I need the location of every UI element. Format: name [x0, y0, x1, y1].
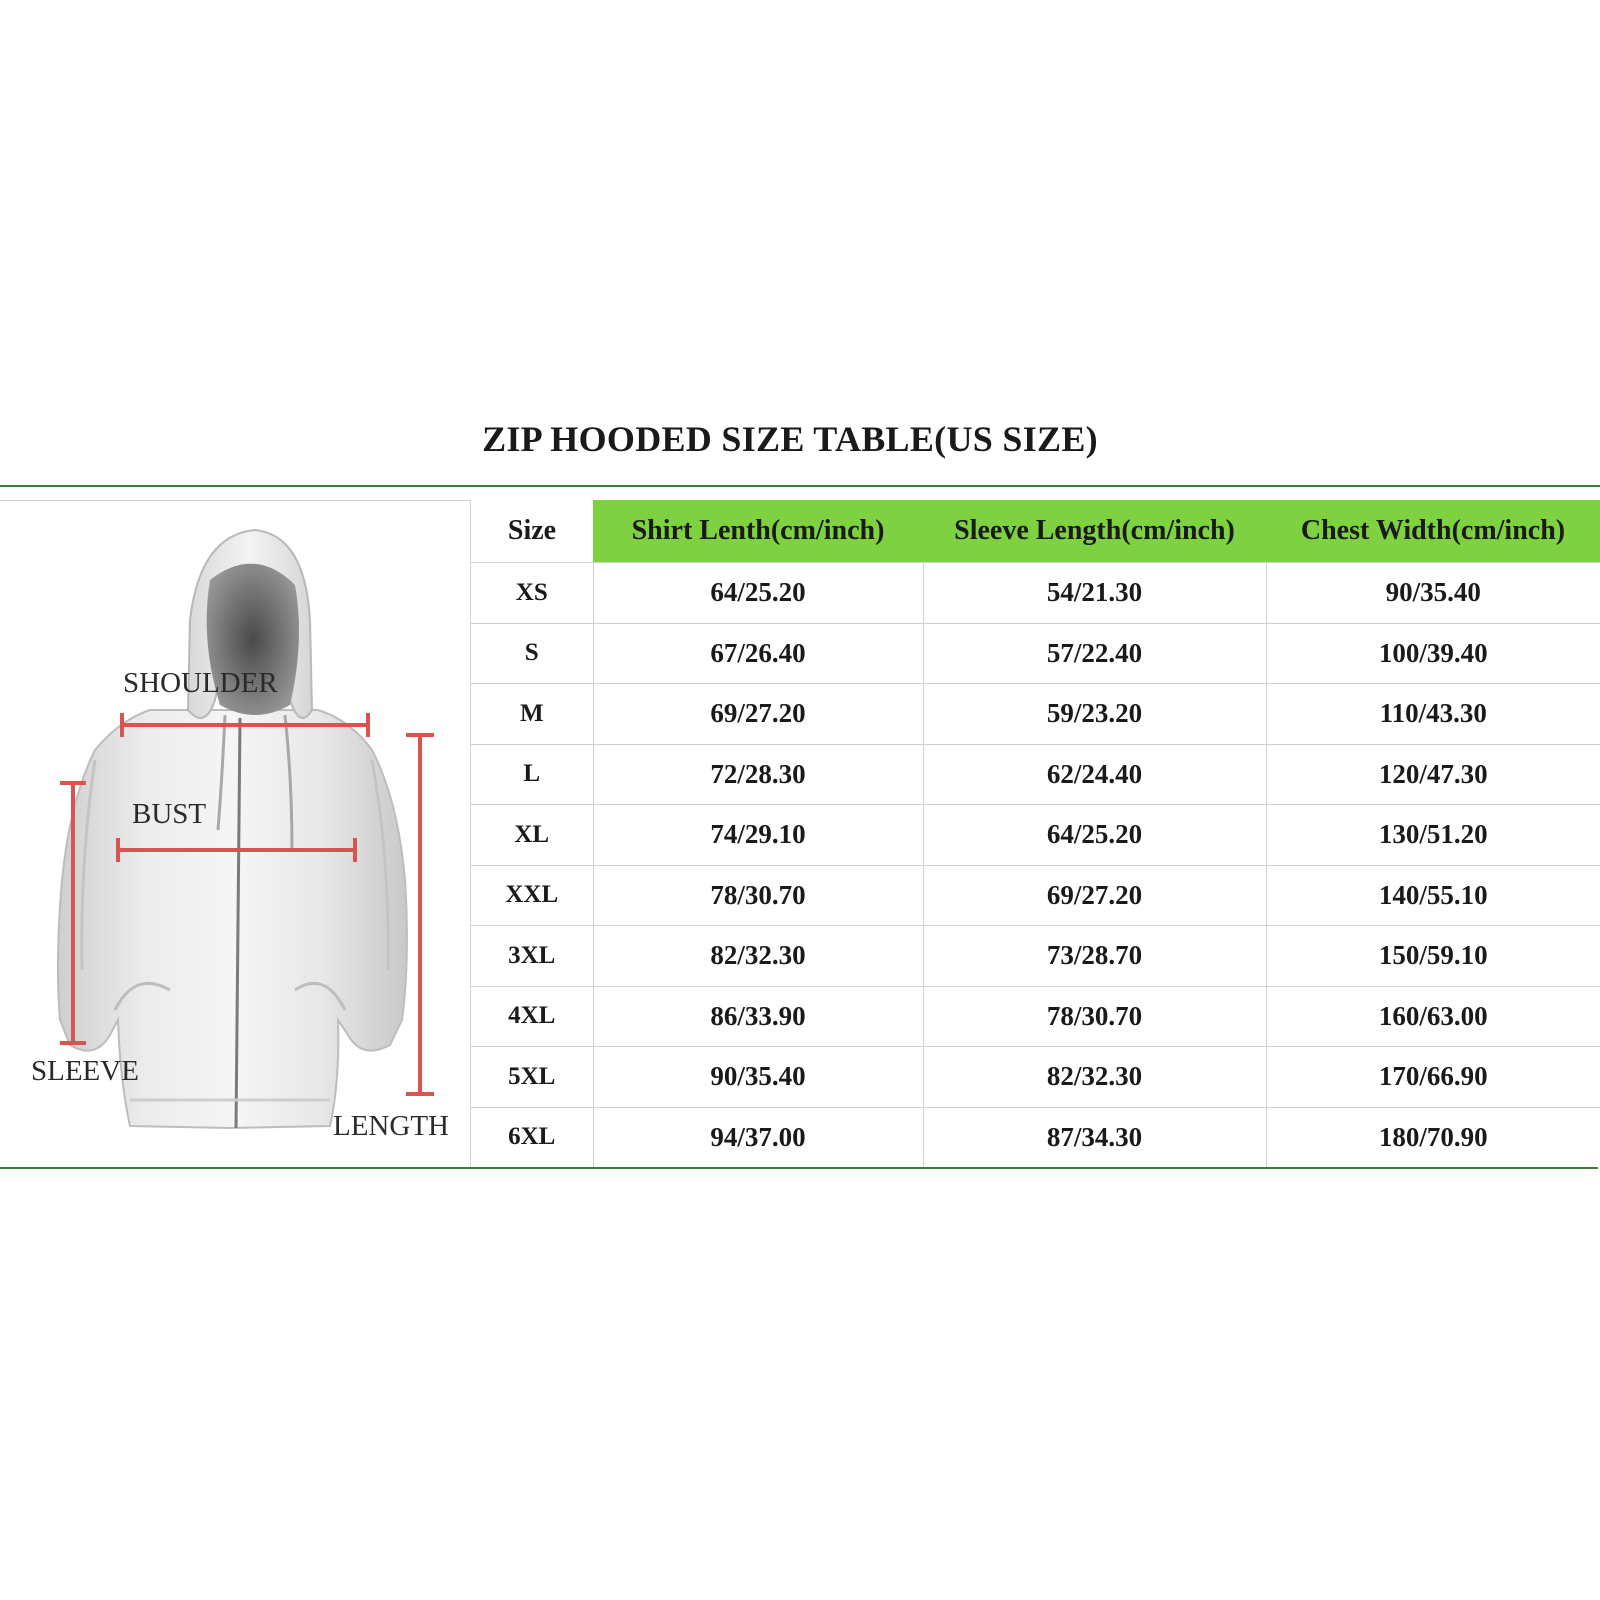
sleeve-length-cell: 87/34.30	[923, 1107, 1266, 1167]
chest-width-cell: 140/55.10	[1266, 865, 1600, 926]
sleeve-length-cell: 62/24.40	[923, 744, 1266, 805]
shirt-length-cell: 90/35.40	[593, 1047, 923, 1108]
sleeve-length-cell: 78/30.70	[923, 986, 1266, 1047]
chest-width-cell: 110/43.30	[1266, 684, 1600, 745]
size-cell: XL	[471, 805, 593, 866]
shirt-length-cell: 94/37.00	[593, 1107, 923, 1167]
shirt-length-cell: 67/26.40	[593, 623, 923, 684]
size-cell: 4XL	[471, 986, 593, 1047]
size-table	[471, 500, 1600, 1167]
top-divider	[0, 485, 1600, 487]
table-header-row	[471, 500, 1600, 563]
table-row	[471, 563, 1600, 624]
sleeve-length-cell: 54/21.30	[923, 563, 1266, 624]
sleeve-length-cell: 64/25.20	[923, 805, 1266, 866]
shoulder-label: SHOULDER	[123, 667, 278, 699]
shirt-length-cell: 86/33.90	[593, 986, 923, 1047]
shirt-length-cell: 69/27.20	[593, 684, 923, 745]
header-sleeve-length: Sleeve Length(cm/inch)	[923, 500, 1266, 563]
shirt-length-cell: 64/25.20	[593, 563, 923, 624]
size-cell: XXL	[471, 865, 593, 926]
bust-label: BUST	[132, 798, 207, 830]
table-row	[471, 1047, 1600, 1108]
sleeve-label: SLEEVE	[31, 1055, 139, 1087]
header-chest-width: Chest Width(cm/inch)	[1266, 500, 1600, 563]
header-size: Size	[471, 500, 593, 563]
table-row	[471, 744, 1600, 805]
hoodie-figure	[0, 500, 470, 1167]
sleeve-length-cell: 59/23.20	[923, 684, 1266, 745]
size-cell: 6XL	[471, 1107, 593, 1167]
bottom-divider	[0, 1167, 1598, 1169]
chest-width-cell: 150/59.10	[1266, 926, 1600, 987]
length-label: LENGTH	[333, 1110, 449, 1142]
page-title-text: ZIP HOODED SIZE TABLE(US SIZE)	[482, 419, 1098, 459]
header-shirt-length: Shirt Lenth(cm/inch)	[593, 500, 923, 563]
size-cell: 3XL	[471, 926, 593, 987]
chest-width-cell: 160/63.00	[1266, 986, 1600, 1047]
table-row	[471, 684, 1600, 745]
sleeve-length-cell: 69/27.20	[923, 865, 1266, 926]
chest-width-cell: 170/66.90	[1266, 1047, 1600, 1108]
size-cell: XS	[471, 563, 593, 624]
sleeve-length-cell: 73/28.70	[923, 926, 1266, 987]
sleeve-length-cell: 82/32.30	[923, 1047, 1266, 1108]
sleeve-length-cell: 57/22.40	[923, 623, 1266, 684]
shirt-length-cell: 78/30.70	[593, 865, 923, 926]
size-cell: S	[471, 623, 593, 684]
table-row	[471, 926, 1600, 987]
shirt-length-cell: 74/29.10	[593, 805, 923, 866]
chest-width-cell: 100/39.40	[1266, 623, 1600, 684]
size-cell: L	[471, 744, 593, 805]
size-cell: 5XL	[471, 1047, 593, 1108]
table-row	[471, 986, 1600, 1047]
table-row	[471, 623, 1600, 684]
table-row	[471, 1107, 1600, 1167]
chest-width-cell: 130/51.20	[1266, 805, 1600, 866]
shirt-length-cell: 82/32.30	[593, 926, 923, 987]
size-cell: M	[471, 684, 593, 745]
chest-width-cell: 90/35.40	[1266, 563, 1600, 624]
page-title	[0, 418, 1600, 460]
table-row	[471, 805, 1600, 866]
chest-width-cell: 120/47.30	[1266, 744, 1600, 805]
table-row	[471, 865, 1600, 926]
shirt-length-cell: 72/28.30	[593, 744, 923, 805]
chest-width-cell: 180/70.90	[1266, 1107, 1600, 1167]
